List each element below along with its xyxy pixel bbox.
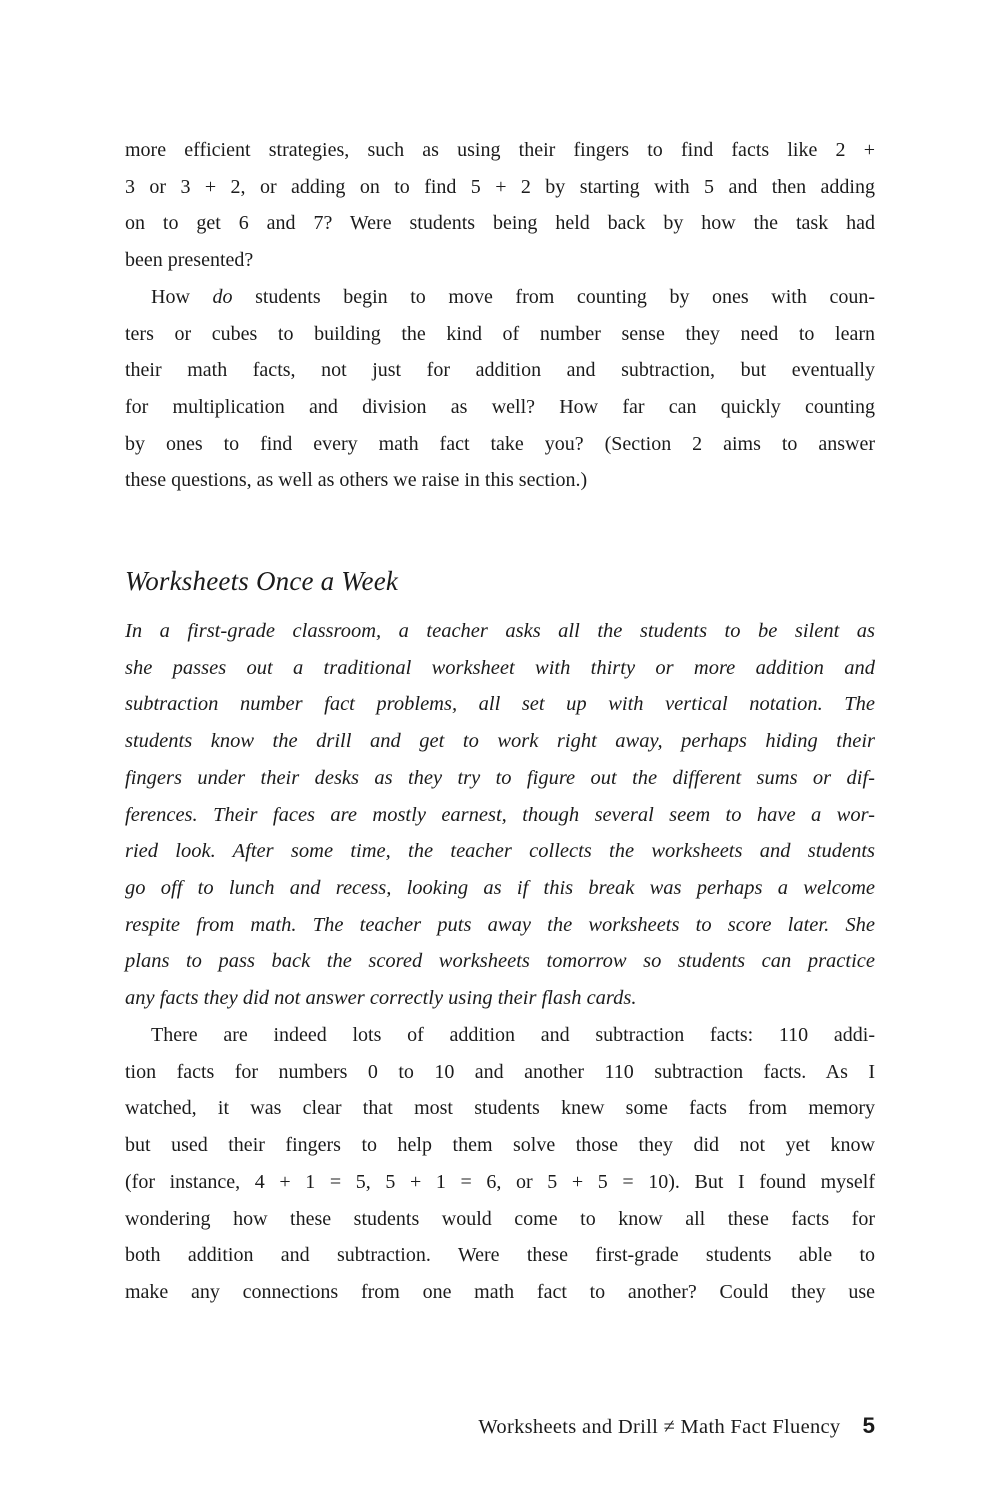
- text-line: these questions, as well as others we raise in this section.): [125, 469, 588, 492]
- body-text: [125, 1017, 875, 1311]
- text-line: ried look. After some time, the teacher collects the worksheets and students: [125, 840, 875, 863]
- text-line: wondering how these students would come to know all these facts for: [125, 1207, 875, 1230]
- body-text-continuation: [125, 132, 875, 499]
- text-line: been presented?: [125, 249, 254, 272]
- section-heading: Worksheets Once a Week: [125, 566, 399, 596]
- text-line: watched, it was clear that most students knew some facts from memory: [125, 1097, 875, 1120]
- text-line: their math facts, not just for addition and subtraction, but eventually: [125, 359, 875, 382]
- text-line: students know the drill and get to work right away, perhaps hiding their: [125, 730, 875, 753]
- text-line: respite from math. The teacher puts away the worksheets to score later. She: [125, 913, 875, 936]
- paragraph: [125, 1017, 875, 1311]
- text-line: 3 or 3 + 2, or adding on to find 5 + 2 by starting with 5 and then adding: [125, 175, 875, 198]
- text-line: ters or cubes to building the kind of number sense they need to learn: [125, 322, 875, 345]
- running-title: Worksheets and Drill ≠ Math Fact Fluency: [478, 1416, 841, 1438]
- paragraph: [125, 613, 875, 1017]
- text-line: by ones to find every math fact take you? (Section 2 aims to answer: [125, 432, 875, 455]
- text-line: more efficient strategies, such as using their fingers to find facts like 2 +: [125, 139, 875, 161]
- text-line: but used their fingers to help them solve those they did not yet know: [125, 1134, 875, 1157]
- text-line: any facts they did not answer correctly using their flash cards.: [125, 987, 637, 1010]
- text-line: both addition and subtraction. Were these first-grade students able to: [125, 1244, 875, 1267]
- text-line: tion facts for numbers 0 to 10 and another 110 subtraction facts. As I: [125, 1060, 875, 1083]
- text-line: How do students begin to move from counting by ones with coun-: [151, 285, 875, 308]
- text-line: In a first-grade classroom, a teacher asks all the students to be silent as: [125, 620, 875, 642]
- text-line: ferences. Their faces are mostly earnest, though several seem to have a wor-: [125, 803, 875, 826]
- text-line: fingers under their desks as they try to figure out the different sums or dif-: [125, 766, 875, 789]
- text-line: she passes out a traditional worksheet with thirty or more addition and: [125, 656, 875, 679]
- text-line: for multiplication and division as well? How far can quickly counting: [125, 395, 875, 418]
- text-line: on to get 6 and 7? Were students being held back by how the task had: [125, 212, 875, 235]
- page-footer: [125, 1413, 875, 1439]
- paragraph: [125, 132, 875, 279]
- text-line: make any connections from one math fact to another? Could they use: [125, 1280, 875, 1303]
- text-line: plans to pass back the scored worksheets tomorrow so students can practice: [125, 950, 875, 973]
- vignette-paragraph: [125, 613, 875, 1017]
- paragraph: [125, 279, 875, 499]
- page-number: 5: [862, 1413, 875, 1438]
- text-line: go off to lunch and recess, looking as if this break was perhaps a welcome: [125, 876, 875, 899]
- text-line: (for instance, 4 + 1 = 5, 5 + 1 = 6, or 5 + 5 = 10). But I found myself: [125, 1170, 875, 1193]
- text-line: subtraction number fact problems, all set up with vertical notation. The: [125, 693, 875, 716]
- text-line: There are indeed lots of addition and subtraction facts: 110 addi-: [151, 1024, 875, 1046]
